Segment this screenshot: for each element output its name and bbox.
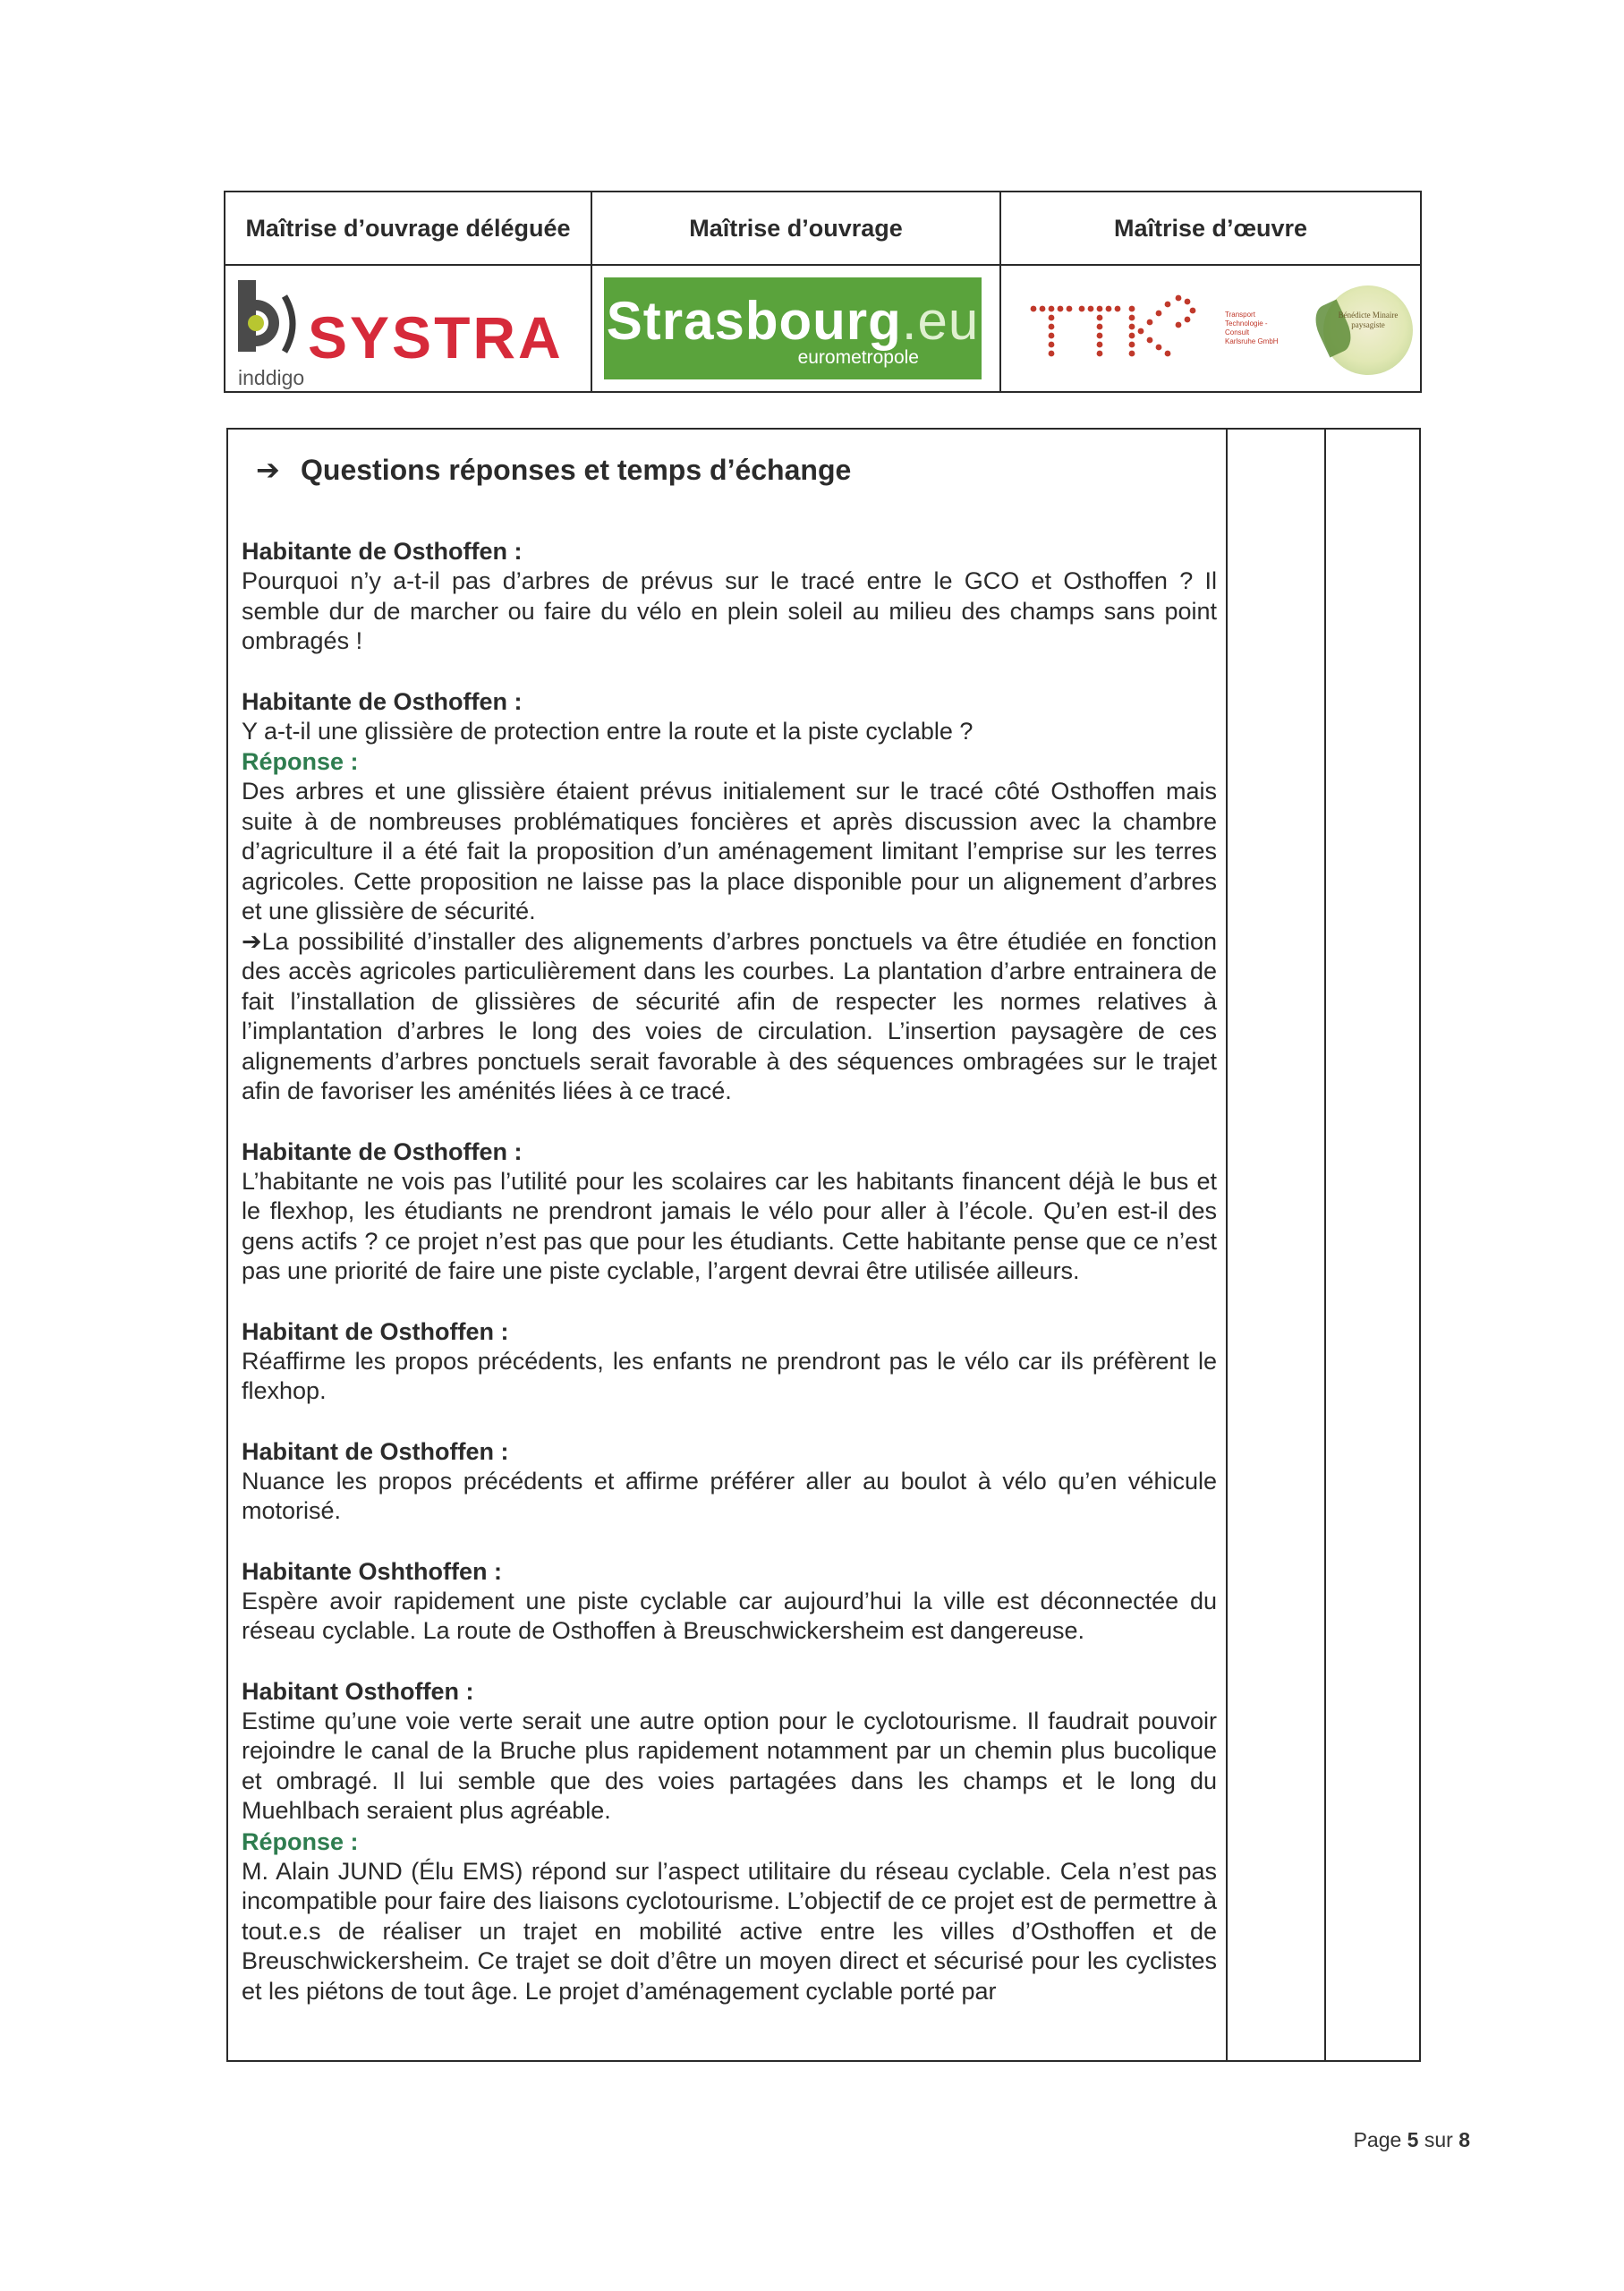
ttk-logo-icon [1028,291,1216,362]
inddigo-label: inddigo [238,366,305,389]
question-text: Réaffirme les propos précédents, les enfants ne prendront pas le vélo car ils préfèrent le flexhop. [242,1347,1217,1404]
systra-bracket-icon [281,293,302,355]
question-text: Pourquoi n’y a-t-il pas d’arbres de prévus sur le tracé entre le GCO et Osthoffen ? Il semble dur de marcher ou faire du vélo en plein soleil au milieu des champs sans point ombragés ! [242,567,1217,654]
seal-text: Bénédicte Minaire paysagiste [1338,311,1399,329]
speaker-label: Habitante Oshthoffen : [242,1557,502,1585]
question-text: Y a-t-il une glissière de protection entre la route et la piste cyclable ? [242,717,974,745]
contractor-logos [1001,266,1420,391]
speaker-label: Habitant de Osthoffen : [242,1317,509,1345]
question-text: Espère avoir rapidement une piste cyclable car aujourd’hui la ville est déconnectée du réseau cyclable. La route de Osthoffen à Breuschwickersheim est dangereuse. [242,1587,1217,1644]
header-col3-title: Maîtrise d’œuvre [1113,215,1308,242]
minutes-content [242,452,1217,2036]
strasbourg-main-text: Strasbourg [606,291,902,351]
speaker-label: Habitante de Osthoffen : [242,538,523,565]
section-title [256,452,1217,488]
ttk-line: Karlsruhe GmbH [1225,337,1279,345]
question-text: Nuance les propos précédents et affirme préférer aller au boulot à vélo qu’en véhicule motorisé. [242,1467,1217,1524]
speaker-label: Habitant Osthoffen : [242,1677,474,1705]
systra-wordmark: SYSTRA [308,304,564,370]
page-total: 8 [1458,2128,1470,2151]
response-text: M. Alain JUND (Élu EMS) répond sur l’aspect utilitaire du réseau cyclable. Cela n’est pas incompatible pour faire des liaisons cyclotourisme. L’objectif de ce projet est de permettre à tout.e.s de réaliser un trajet en mobilité active entre les villes d’Osthoffen et de Breuschwickersheim. Ce trajet se doit d’être un moyen direct et sécurisé pour les cyclistes et les piétons de tout âge. Le projet d’aménagement cyclable porté par [242,1857,1217,2005]
column-divider [1324,430,1326,2060]
exchange-block [242,1316,1217,1407]
strasbourg-wordmark [604,290,982,352]
column-divider [1226,430,1228,2060]
systra-inddigo-logo [225,266,591,391]
question-text: L’habitante ne vois pas l’utilité pour les scolaires car les habitants financent déjà le bus et le flexhop, les étudiants ne prendront jamais le vélo pour aller à l’école. Qu’en est-il des gens actifs ? ce projet n’est pas que pour les étudiants. Cette habitante pense que ce n’est pas une priorité de faire une piste cyclable, l’argent devrai être utilisée ailleurs. [242,1167,1217,1284]
header-col1-title: Maîtrise d’ouvrage déléguée [245,215,571,242]
speaker-label: Habitante de Osthoffen : [242,687,523,715]
page-label: Page [1353,2128,1402,2151]
ttk-line: Consult [1225,328,1250,336]
page-number: 5 [1407,2128,1419,2151]
ttk-company-text [1225,311,1279,346]
header-divider [225,264,1420,266]
arrow-right-icon: ➔ [256,454,280,486]
exchange-block [242,1556,1217,1647]
response-label: Réponse : [242,748,359,775]
exchange-block [242,686,1217,1107]
header-col2-title: Maîtrise d’ouvrage [689,215,903,242]
speaker-label: Habitant de Osthoffen : [242,1437,509,1465]
exchange-block [242,1676,1217,2007]
header-col-delegated-owner [225,192,592,391]
inddigo-d-icon [238,280,285,352]
eurometropole-label: eurometropole [797,347,919,368]
response-text: ➔La possibilité d’installer des alignements d’arbres ponctuels va être étudiée en fonction des accès agricoles particulièrement dans les courbes. La plantation d’arbre entrainera de fait l’installation de glissières de sécurité afin de respecter les normes relatives à l’implantation d’arbres le long des voies de circulation. L’insertion paysagère de ces alignements d’arbres ponctuels serait favorable à des séquences ombragées sur le trajet afin de favoriser les aménités liées à ce tracé. [242,927,1217,1104]
response-text: Des arbres et une glissière étaient prévus initialement sur le tracé côté Osthoffen mais suite à de nombreuses problématiques foncières et après discussion avec la chambre d’agriculture il a été fait la proposition d’un aménagement limitant l’emprise sur les terres agricoles. Cette proposition ne laisse pas la place disponible pour un alignement d’arbres et une glissière de sécurité. [242,778,1217,924]
speaker-label: Habitante de Osthoffen : [242,1137,523,1165]
page-footer [1354,2128,1470,2152]
ttk-line: Transport [1225,311,1255,319]
header-col-owner [592,192,1001,391]
landscape-architect-seal [1323,285,1413,375]
strasbourg-logo [592,266,999,391]
strasbourg-logo-box [604,277,982,379]
question-text: Estime qu’une voie verte serait une autre option pour le cyclotourisme. Il faudrait pouvoir rejoindre le canal de la Bruche plus rapidement notamment par un chemin plus bucolique et ombragé. Il lui semble que des voies partagées dans les champs et le long du Muehlbach seraient plus agréable. [242,1707,1217,1824]
page-of-label: sur [1424,2128,1453,2151]
ttk-line: Technologie - [1225,319,1268,328]
exchange-block [242,1137,1217,1287]
header-table [224,191,1422,393]
section-title-text: Questions réponses et temps d’échange [301,454,852,486]
exchange-block [242,536,1217,657]
strasbourg-ext-text: .eu [901,291,980,351]
exchange-block [242,1436,1217,1527]
header-col-contractor [1001,192,1420,391]
response-label: Réponse : [242,1827,359,1855]
